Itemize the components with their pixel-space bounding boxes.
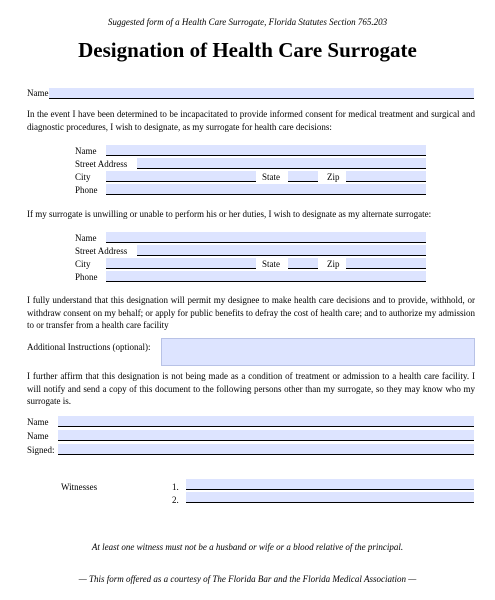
form-subtitle: Suggested form of a Health Care Surrogate, Florida Statutes Section 765.203 bbox=[107, 17, 388, 27]
notify-name2-field[interactable] bbox=[58, 430, 474, 441]
affirm-paragraph: I further affirm that this designation is not being made as a condition of treatment or admission to a health care facility. I will notify and send a copy of this document to the following persons other than my surrogate, so they may know who my surrogate is. bbox=[27, 371, 475, 406]
principal-name-label: Name bbox=[27, 88, 49, 98]
witness-2-field[interactable] bbox=[186, 492, 474, 503]
intro-paragraph: In the event I have been determined to be incapacitated to provide informed consent for medical treatment and surgical and diagnostic procedures, I wish to designate, as my surrogate for health care decisions: bbox=[27, 109, 475, 132]
additional-instructions-field[interactable] bbox=[161, 338, 475, 366]
alternate-phone-field[interactable] bbox=[106, 271, 426, 282]
witness-1-field[interactable] bbox=[186, 479, 474, 490]
alternate-zip-label: Zip bbox=[327, 259, 340, 269]
notify-name2-label: Name bbox=[27, 431, 49, 441]
alternate-city-label: City bbox=[75, 259, 91, 269]
surrogate-state-field[interactable] bbox=[288, 171, 318, 182]
surrogate-zip-label: Zip bbox=[327, 172, 340, 182]
alternate-street-field[interactable] bbox=[137, 245, 426, 256]
alternate-city-field[interactable] bbox=[106, 258, 256, 269]
courtesy-note: — This form offered as a courtesy of The Florida Bar and the Florida Medical Association — bbox=[78, 574, 417, 584]
alternate-state-field[interactable] bbox=[288, 258, 318, 269]
alternate-phone-label: Phone bbox=[75, 272, 98, 282]
signed-label: Signed: bbox=[27, 445, 55, 455]
alternate-zip-field[interactable] bbox=[346, 258, 426, 269]
surrogate-state-label: State bbox=[262, 172, 280, 182]
witness-note: At least one witness must not be a husband or wife or a blood relative of the principal. bbox=[91, 542, 404, 552]
surrogate-city-field[interactable] bbox=[106, 171, 256, 182]
surrogate-zip-field[interactable] bbox=[346, 171, 426, 182]
alternate-intro-paragraph: If my surrogate is unwilling or unable to perform his or her duties, I wish to designate as my alternate surrogate: bbox=[27, 209, 432, 219]
page-title: Designation of Health Care Surrogate bbox=[78, 38, 417, 62]
signature-field[interactable] bbox=[58, 444, 474, 455]
surrogate-name-field[interactable] bbox=[106, 145, 426, 156]
witness-2-number: 2. bbox=[172, 495, 179, 505]
witness-1-number: 1. bbox=[172, 482, 179, 492]
principal-name-field[interactable] bbox=[49, 88, 474, 99]
notify-name1-label: Name bbox=[27, 417, 49, 427]
alternate-name-field[interactable] bbox=[106, 232, 426, 243]
alternate-street-label: Street Address bbox=[75, 246, 128, 256]
notify-name1-field[interactable] bbox=[58, 416, 474, 427]
surrogate-name-label: Name bbox=[75, 146, 97, 156]
surrogate-phone-label: Phone bbox=[75, 185, 98, 195]
surrogate-city-label: City bbox=[75, 172, 91, 182]
surrogate-street-field[interactable] bbox=[137, 158, 426, 169]
understand-paragraph: I fully understand that this designation will permit my designee to make health care decisions and to provide, withhold, or withdraw consent on my behalf; or apply for public benefits to defray the cost of health care; and to authorize my admission to or transfer from a health care facility bbox=[27, 295, 475, 330]
witnesses-label: Witnesses bbox=[61, 482, 98, 492]
alternate-state-label: State bbox=[262, 259, 280, 269]
surrogate-street-label: Street Address bbox=[75, 159, 128, 169]
alternate-name-label: Name bbox=[75, 233, 97, 243]
surrogate-phone-field[interactable] bbox=[106, 184, 426, 195]
additional-instructions-label: Additional Instructions (optional): bbox=[27, 342, 151, 352]
